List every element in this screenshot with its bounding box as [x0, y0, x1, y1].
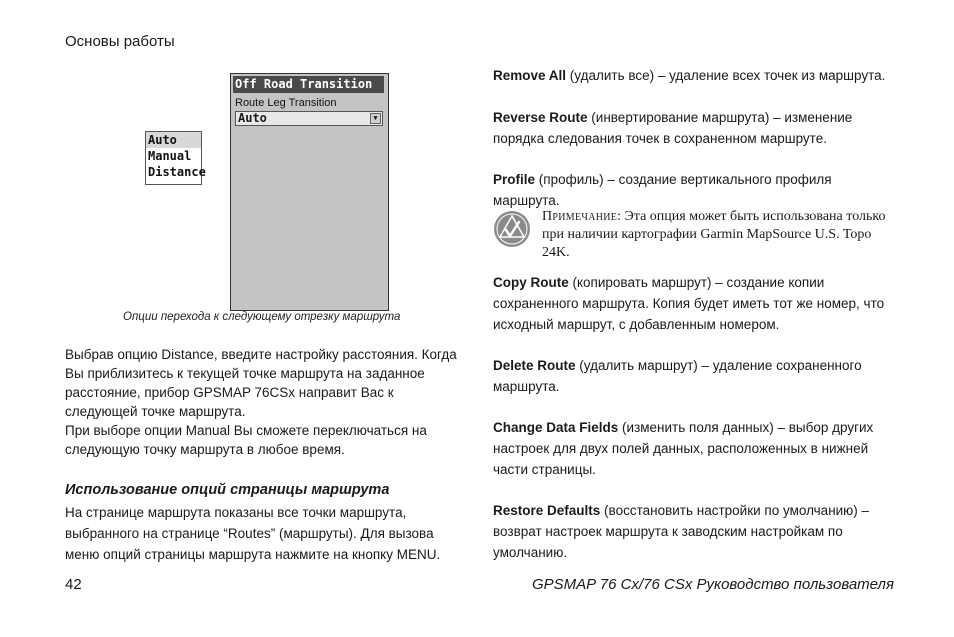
- note-body: : Эта опция может быть использована только при наличии картографии Garmin MapSource U.S. Topo 24K.: [542, 209, 886, 260]
- restore-defaults-item: [493, 500, 898, 563]
- section-title: Основы работы: [65, 33, 175, 50]
- figure-caption: Опции перехода к следующему отрезку маршрута: [123, 311, 401, 323]
- page-number: 42: [65, 576, 82, 593]
- transition-options-popup: [145, 131, 206, 185]
- route-leg-transition-label: Route Leg Transition: [235, 97, 337, 109]
- option-auto[interactable]: Auto: [146, 132, 201, 148]
- selected-value: Auto: [238, 111, 267, 125]
- copy-route-item: [493, 272, 898, 335]
- left-text-block: [65, 345, 465, 459]
- option-distance[interactable]: Distance: [148, 165, 206, 179]
- term: Delete Route: [493, 358, 576, 373]
- term: Reverse Route: [493, 110, 588, 125]
- route-page-paragraph: На странице маршрута показаны все точки маршрута, выбранного на странице “Routes” (маршруты). Для вызова меню опций страницы маршрута нажмите на кнопку MENU.: [65, 505, 441, 562]
- subheading: Использование опций страницы маршрута: [65, 482, 390, 498]
- distance-paragraph: Выбрав опцию Distance, введите настройку расстояния. Когда Вы приблизитесь к текущей точке маршрута на заданное расстояние, прибор GPSMAP 76CSx направит Вас к следующей точке маршрута.: [65, 347, 457, 419]
- profile-item: [493, 169, 898, 211]
- remove-all-item: [493, 65, 898, 86]
- desc: (профиль) – создание вертикального профиля маршрута.: [493, 172, 832, 208]
- screen-title: Off Road Transition: [233, 76, 384, 93]
- option-manual[interactable]: Manual: [148, 149, 192, 163]
- note-text: [542, 208, 892, 262]
- reverse-route-item: [493, 107, 898, 149]
- term: Restore Defaults: [493, 503, 601, 518]
- note-label: Примечание: [542, 209, 618, 224]
- note-check-icon: [493, 210, 531, 248]
- delete-route-item: [493, 355, 898, 397]
- dropdown-arrow-icon[interactable]: ▼: [370, 113, 381, 124]
- desc: (инвертирование маршрута) – изменение порядка следования точек в сохраненном маршруте.: [493, 110, 853, 146]
- change-data-fields-item: [493, 417, 898, 480]
- term: Remove All: [493, 68, 567, 83]
- term: Profile: [493, 172, 536, 187]
- desc: (изменить поля данных) – выбор других настроек для двух полей данных, расположенных в нижней части страницы.: [493, 420, 874, 477]
- device-screen: [230, 73, 389, 311]
- desc: (удалить все) – удаление всех точек из маршрута.: [566, 68, 886, 83]
- term: Copy Route: [493, 275, 569, 290]
- manual-paragraph: При выборе опции Manual Вы сможете переключаться на следующую точку маршрута в любое время.: [65, 423, 427, 457]
- desc: (удалить маршрут) – удаление сохраненного маршрута.: [493, 358, 862, 394]
- route-leg-transition-select[interactable]: [235, 111, 383, 126]
- term: Change Data Fields: [493, 420, 619, 435]
- desc: (восстановить настройки по умолчанию) – возврат настроек маршрута к заводским настройкам по умолчанию.: [493, 503, 870, 560]
- desc: (копировать маршрут) – создание копии сохраненного маршрута. Копия будет иметь тот же номер, что исходный маршрут, с добавленным номером.: [493, 275, 885, 332]
- document-title: GPSMAP 76 Cx/76 CSx Руководство пользователя: [532, 576, 894, 593]
